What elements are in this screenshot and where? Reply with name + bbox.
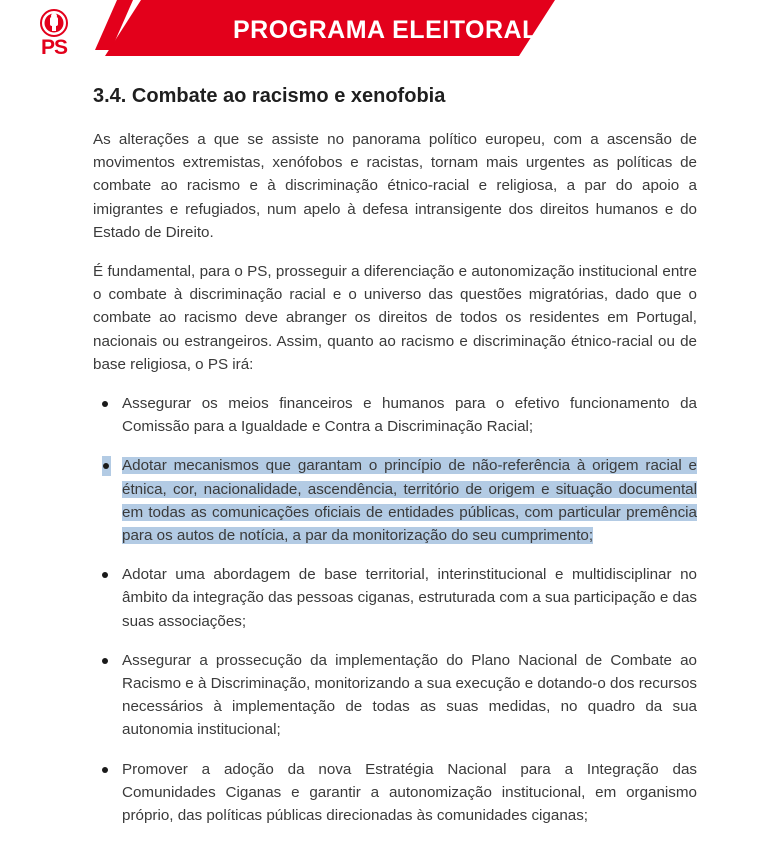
bullet-icon bbox=[102, 767, 108, 773]
list-item bbox=[93, 563, 697, 633]
list-item bbox=[93, 392, 697, 438]
section-title: 3.4. Combate ao racismo e xenofobia bbox=[93, 85, 446, 107]
logo-text: PS bbox=[40, 36, 67, 59]
list-item-text[interactable]: Adotar uma abordagem de base territorial, interinstitucional e multidisciplinar no âmbito da integração das pessoas ciganas, estruturada com a sua participação e das suas associações; bbox=[122, 566, 697, 630]
document-body bbox=[93, 128, 697, 843]
list-item-text[interactable]: Promover a adoção da nova Estratégia Nacional para a Integração das Comunidades Ciganas e garantir a autonomização institucional, em organismo próprio, das políticas públicas direcionadas às comunidades ciganas; bbox=[122, 760, 697, 825]
measures-list bbox=[93, 392, 697, 827]
ps-logo bbox=[34, 8, 74, 60]
bullet-icon bbox=[102, 401, 108, 407]
list-item bbox=[93, 758, 697, 828]
paragraph: As alterações a que se assiste no panorama político europeu, com a ascensão de movimentos extremistas, xenófobos e racistas, tornam mais urgentes as políticas de combate ao racismo e à discriminação étnico-racial e religiosa, a par do apoio a imigrantes e refugiados, num apelo à defesa intransigente dos direitos humanos e do Estado de Direito. bbox=[93, 131, 697, 241]
header-banner bbox=[95, 0, 603, 58]
rose-fist-icon bbox=[38, 8, 70, 38]
selected-text[interactable]: Adotar mecanismos que garantam o princípio de não-referência à origem racial e étnica, cor, nacionalidade, ascendência, território de origem e situação documental em todas as comunicações oficiais de entidades públicas, com particular premência para os autos de notícia, a par da monitorização do seu cumprimento; bbox=[122, 457, 697, 545]
list-item-text[interactable]: Assegurar a prossecução da implementação do Plano Nacional de Combate ao Racismo e à Discriminação, monitorizando a sua execução e dotando-o dos recursos necessários à implementação de todas as suas medidas, no quadro da sua autonomia institucional; bbox=[122, 651, 697, 739]
bullet-icon bbox=[102, 572, 108, 578]
paragraph: É fundamental, para o PS, prosseguir a diferenciação e autonomização institucional entre o combate à discriminação racial e o universo das questões migratórias, dado que o combate ao racismo deve abranger os direitos de todos os residentes em Portugal, nacionais ou estrangeiros. Assim, quanto ao racismo e discriminação étnico-racial ou de base religiosa, o PS irá: bbox=[93, 263, 697, 373]
banner-title: PROGRAMA ELEITORAL 2025 bbox=[233, 16, 603, 44]
list-item-selected bbox=[93, 454, 697, 547]
list-item bbox=[93, 649, 697, 742]
list-item-text[interactable]: Assegurar os meios financeiros e humanos para o efetivo funcionamento da Comissão para a Igualdade e Contra a Discriminação Racial; bbox=[122, 395, 697, 436]
bullet-icon bbox=[102, 658, 108, 664]
